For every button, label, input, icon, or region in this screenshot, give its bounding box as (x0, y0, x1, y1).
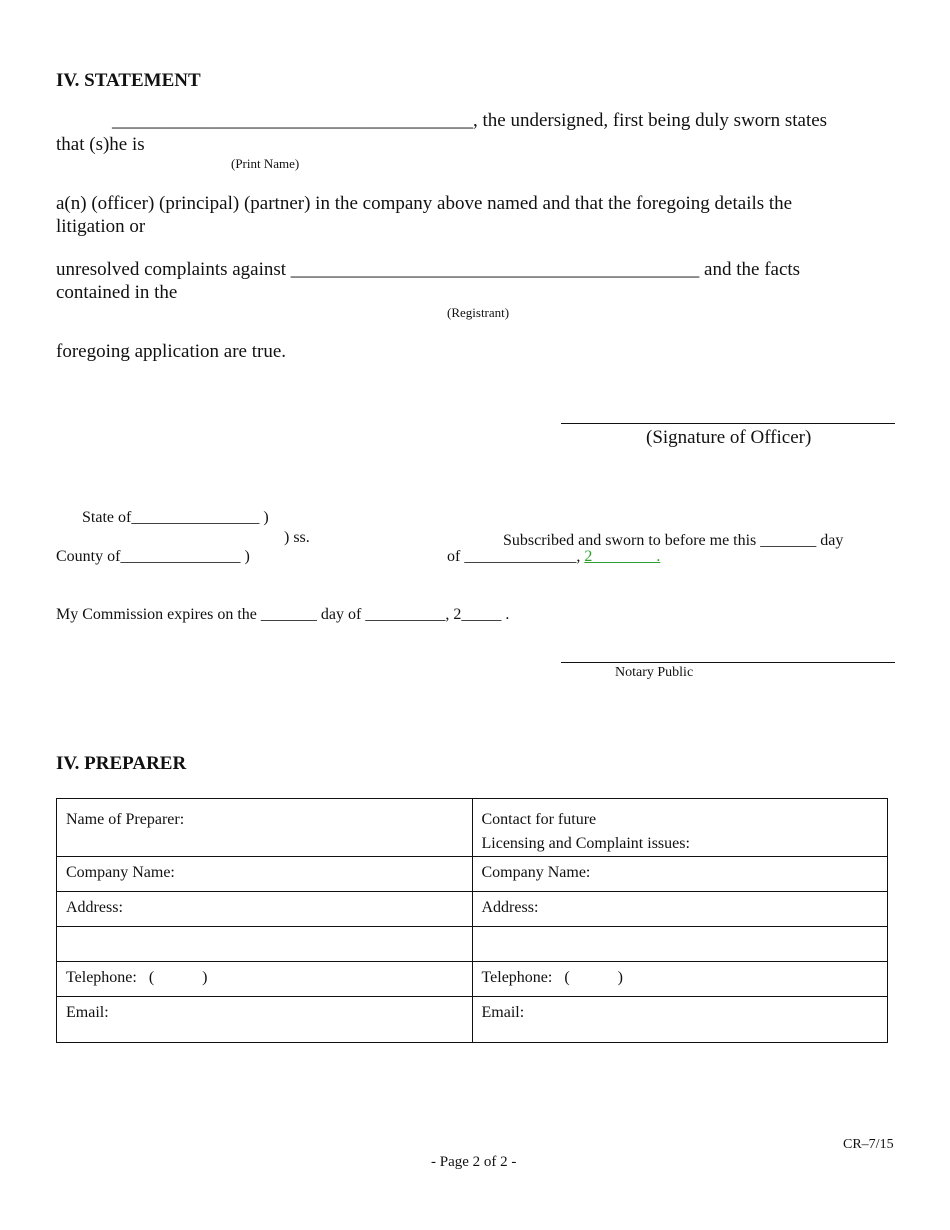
of-line-end: . (656, 548, 661, 565)
signature-line[interactable] (561, 423, 895, 424)
preparer-heading: IV. PREPARER (56, 753, 187, 774)
right-address-label: Address: (481, 899, 539, 916)
table-row (57, 962, 888, 997)
right-email-label: Email: (481, 1004, 525, 1021)
contact-label-1: Contact for future (481, 811, 597, 828)
left-email-label: Email: (66, 1004, 109, 1021)
left-telephone-label: Telephone: ( ) (66, 969, 208, 986)
right-telephone-label: Telephone: ( ) (481, 969, 624, 986)
commission-expires-field[interactable]: My Commission expires on the _______ day of __________, 2_____ . (56, 606, 510, 623)
preparer-table (56, 798, 888, 1043)
right-address-line2-cell[interactable] (472, 927, 888, 962)
contact-cell[interactable] (472, 799, 888, 857)
notary-public-label: Notary Public (615, 665, 694, 680)
form-code: CR–7/15 (843, 1137, 894, 1152)
of-line[interactable] (447, 548, 660, 566)
print-name-blank[interactable]: ______________________________________ (112, 110, 473, 131)
left-address-label: Address: (66, 899, 123, 916)
left-address-line2-cell[interactable] (57, 927, 473, 962)
statement-line4: foregoing application are true. (56, 341, 287, 362)
statement-line3-cont: contained in the (56, 282, 178, 303)
left-company-cell[interactable] (57, 857, 473, 892)
statement-line2-cont: litigation or (56, 216, 146, 237)
table-row (57, 892, 888, 927)
table-row (57, 927, 888, 962)
right-address-cell[interactable] (472, 892, 888, 927)
registrant-label: (Registrant) (447, 305, 510, 320)
left-company-label: Company Name: (66, 864, 175, 881)
print-name-field[interactable] (112, 110, 827, 132)
right-email-cell[interactable] (472, 997, 888, 1043)
left-telephone-cell[interactable] (57, 962, 473, 997)
signature-label: (Signature of Officer) (646, 427, 812, 448)
contact-label-2: Licensing and Complaint issues: (481, 835, 690, 852)
registrant-field[interactable]: unresolved complaints against ___________________________________________ and the facts (56, 259, 801, 280)
left-email-cell[interactable] (57, 997, 473, 1043)
print-name-label: (Print Name) (231, 156, 300, 171)
statement-line2: a(n) (officer) (principal) (partner) in the company above named and that the foregoing details the (56, 193, 793, 214)
name-of-preparer-label: Name of Preparer: (66, 811, 185, 828)
right-telephone-cell[interactable] (472, 962, 888, 997)
of-month-blank[interactable]: of ______________, (447, 548, 585, 565)
year-blank[interactable]: 2________ (584, 548, 657, 565)
page-number: - Page 2 of 2 - (431, 1154, 517, 1170)
subscribed-line[interactable]: Subscribed and sworn to before me this _______ day (503, 532, 844, 549)
right-company-cell[interactable] (472, 857, 888, 892)
notary-signature-line[interactable] (561, 662, 895, 663)
name-of-preparer-cell[interactable] (57, 799, 473, 857)
state-of-field[interactable]: State of________________ ) (82, 509, 269, 526)
ss-label: ) ss. (284, 529, 310, 546)
statement-line1-cont: that (s)he is (56, 134, 145, 155)
table-row (57, 857, 888, 892)
right-company-label: Company Name: (481, 864, 591, 881)
county-of-field[interactable]: County of_______________ ) (56, 548, 250, 565)
statement-line1-text: , the undersigned, first being duly sworn states (473, 110, 828, 131)
table-row (57, 799, 888, 857)
table-row (57, 997, 888, 1043)
left-address-cell[interactable] (57, 892, 473, 927)
statement-heading: IV. STATEMENT (56, 70, 201, 91)
